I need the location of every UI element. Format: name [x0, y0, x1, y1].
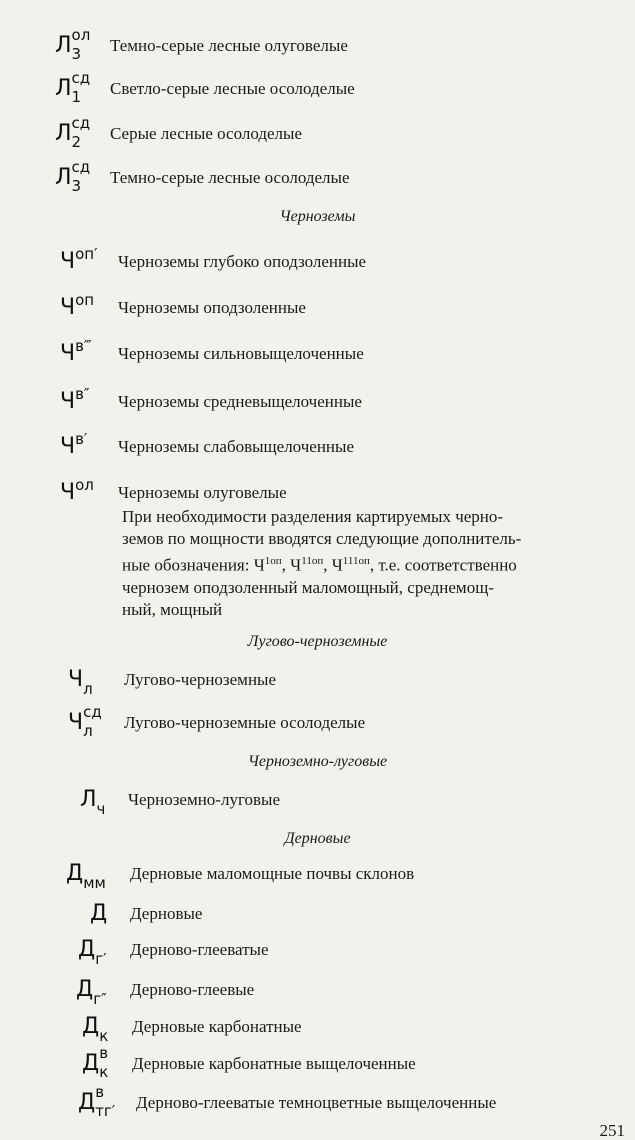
- soil-symbol: Ч сд л: [68, 703, 102, 740]
- soil-label: Черноземы глубоко оподзоленные: [118, 252, 367, 271]
- soil-label: Дерновые маломощные почвы склонов: [130, 864, 415, 883]
- note-line: земов по мощности вводятся следующие дополнитель-: [122, 529, 522, 548]
- soil-symbol: $Ч^{в‴}$: [60, 337, 92, 366]
- soil-label: Черноземы сильновыщелоченные: [118, 344, 364, 363]
- soil-symbol: Л сд 1: [55, 69, 91, 106]
- soil-label: Дерново-глееватые: [130, 940, 269, 959]
- soil-symbol: Д в к: [82, 1044, 109, 1081]
- soil-symbol: Л сд 3: [55, 158, 91, 195]
- soil-symbol: $Д_{г'}$: [78, 937, 107, 968]
- soil-symbol: $Ч^{в''}$: [60, 385, 90, 414]
- soil-symbol: $Ч_л$: [68, 667, 93, 698]
- soil-symbol: $Ч^{оп'}$: [60, 245, 98, 274]
- soil-label: Светло-серые лесные осолоделые: [110, 79, 355, 98]
- soil-symbol: $Л_ч$: [80, 787, 106, 818]
- section-heading: Черноземы: [279, 208, 356, 225]
- soil-label: Черноземы оподзоленные: [118, 298, 306, 317]
- soil-symbol: Д в тг′: [78, 1083, 116, 1120]
- soil-label: Лугово-черноземные: [124, 670, 277, 689]
- soil-label: Черноземы средневыщелоченные: [118, 392, 362, 411]
- section-heading: Дерновые: [284, 830, 351, 847]
- soil-symbol: $Ч^{в'}$: [60, 430, 88, 459]
- soil-label: Черноземы слабовыщелоченные: [118, 437, 354, 456]
- soil-label: Черноземно-луговые: [128, 790, 280, 809]
- soil-symbol: Д: [90, 901, 108, 926]
- page-number: 251: [599, 1121, 625, 1140]
- soil-label: Дерново-глееватые темноцветные выщелоченные: [136, 1093, 497, 1112]
- soil-label: Темно-серые лесные осолоделые: [110, 168, 350, 187]
- soil-label: Дерновые карбонатные: [132, 1017, 302, 1036]
- note-line: При необходимости разделения картируемых черно-: [122, 507, 504, 526]
- note-line: ный, мощный: [122, 599, 223, 619]
- soil-label: Лугово-черноземные осолоделые: [124, 713, 366, 732]
- soil-symbol: Л ол 3: [55, 26, 91, 63]
- soil-label: Дерновые карбонатные выщелоченные: [132, 1054, 416, 1073]
- soil-label: Дерновые: [130, 904, 203, 923]
- soil-symbol: Л сд 2: [55, 114, 91, 151]
- soil-label: Черноземы олуговелые: [118, 483, 287, 502]
- section-heading: Черноземно-луговые: [247, 753, 388, 770]
- section-heading: Лугово-черноземные: [247, 633, 388, 650]
- note-line: чернозем оподзоленный маломощный, среднемощ-: [122, 577, 494, 597]
- note-line: ные обозначения: $Ч^{1оп}$, $Ч^{11оп}$, $Ч^{111оп}$, т.е. соответственно: [122, 555, 517, 575]
- note-paragraph: [122, 506, 607, 621]
- soil-label: Серые лесные осолоделые: [110, 124, 303, 143]
- soil-label: Темно-серые лесные олуговелые: [110, 36, 348, 55]
- soil-symbol: $Ч^{ол}$: [60, 476, 94, 505]
- soil-symbol: $Д_{г''}$: [76, 977, 107, 1008]
- soil-symbol: $Ч^{оп}$: [60, 291, 95, 320]
- soil-symbol: $Д_к$: [82, 1014, 109, 1045]
- soil-symbol: $Д_{мм}$: [66, 861, 106, 892]
- soil-label: Дерново-глеевые: [130, 980, 255, 999]
